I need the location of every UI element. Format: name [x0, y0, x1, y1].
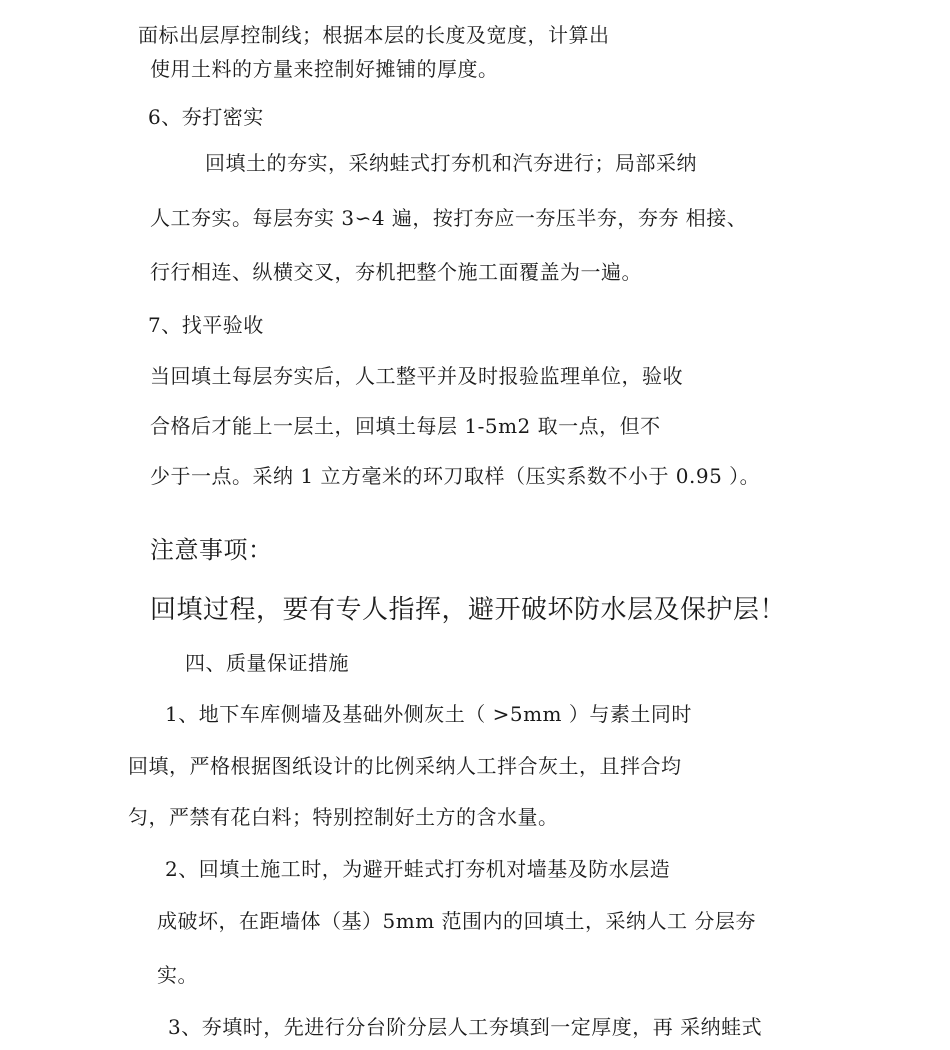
- section-heading: 7、找平验收: [148, 313, 264, 337]
- section-heading: 四、质量保证措施: [185, 651, 349, 675]
- text-line: 使用土料的方量来控制好摊铺的厚度。: [150, 57, 499, 81]
- text-line: 合格后才能上一层土，回填土每层 1-5m2 取一点，但不: [150, 414, 661, 438]
- text-line: 实。: [157, 963, 198, 987]
- text-line: 行行相连、纵横交叉，夯机把整个施工面覆盖为一遍。: [150, 260, 642, 284]
- text-line: 当回填土每层夯实后，人工整平并及时报验监理单位，验收: [150, 364, 683, 388]
- text-line: 回填土的夯实，采纳蛙式打夯机和汽夯进行；局部采纳: [205, 151, 697, 175]
- text-line: 匀，严禁有花白料；特别控制好土方的含水量。: [128, 805, 559, 829]
- text-line: 1、地下车库侧墙及基础外侧灰土（ >5mm ）与素土同时: [165, 702, 692, 726]
- text-line: 人工夯实。每层夯实 3∽4 遍，按打夯应一夯压半夯，夯夯 相接、: [150, 206, 748, 230]
- text-line: 面标出层厚控制线；根据本层的长度及宽度，计算出: [138, 23, 610, 47]
- text-line: 少于一点。采纳 1 立方毫米的环刀取样（压实系数不小于 0.95 ）。: [150, 464, 761, 488]
- notice-text: 回填过程，要有专人指挥，避开破坏防水层及保护层！: [150, 595, 787, 625]
- text-line: 回填，严格根据图纸设计的比例采纳人工拌合灰土，且拌合均: [128, 754, 682, 778]
- text-line: 2、回填土施工时，为避开蛙式打夯机对墙基及防水层造: [165, 857, 671, 881]
- section-heading: 6、夯打密实: [148, 105, 264, 129]
- text-line: 成破坏，在距墙体（基）5mm 范围内的回填土，采纳人工 分层夯: [157, 909, 756, 933]
- text-line: 3、夯填时，先进行分台阶分层人工夯填到一定厚度，再 采纳蛙式: [168, 1015, 763, 1039]
- notice-heading: 注意事项：: [150, 536, 273, 564]
